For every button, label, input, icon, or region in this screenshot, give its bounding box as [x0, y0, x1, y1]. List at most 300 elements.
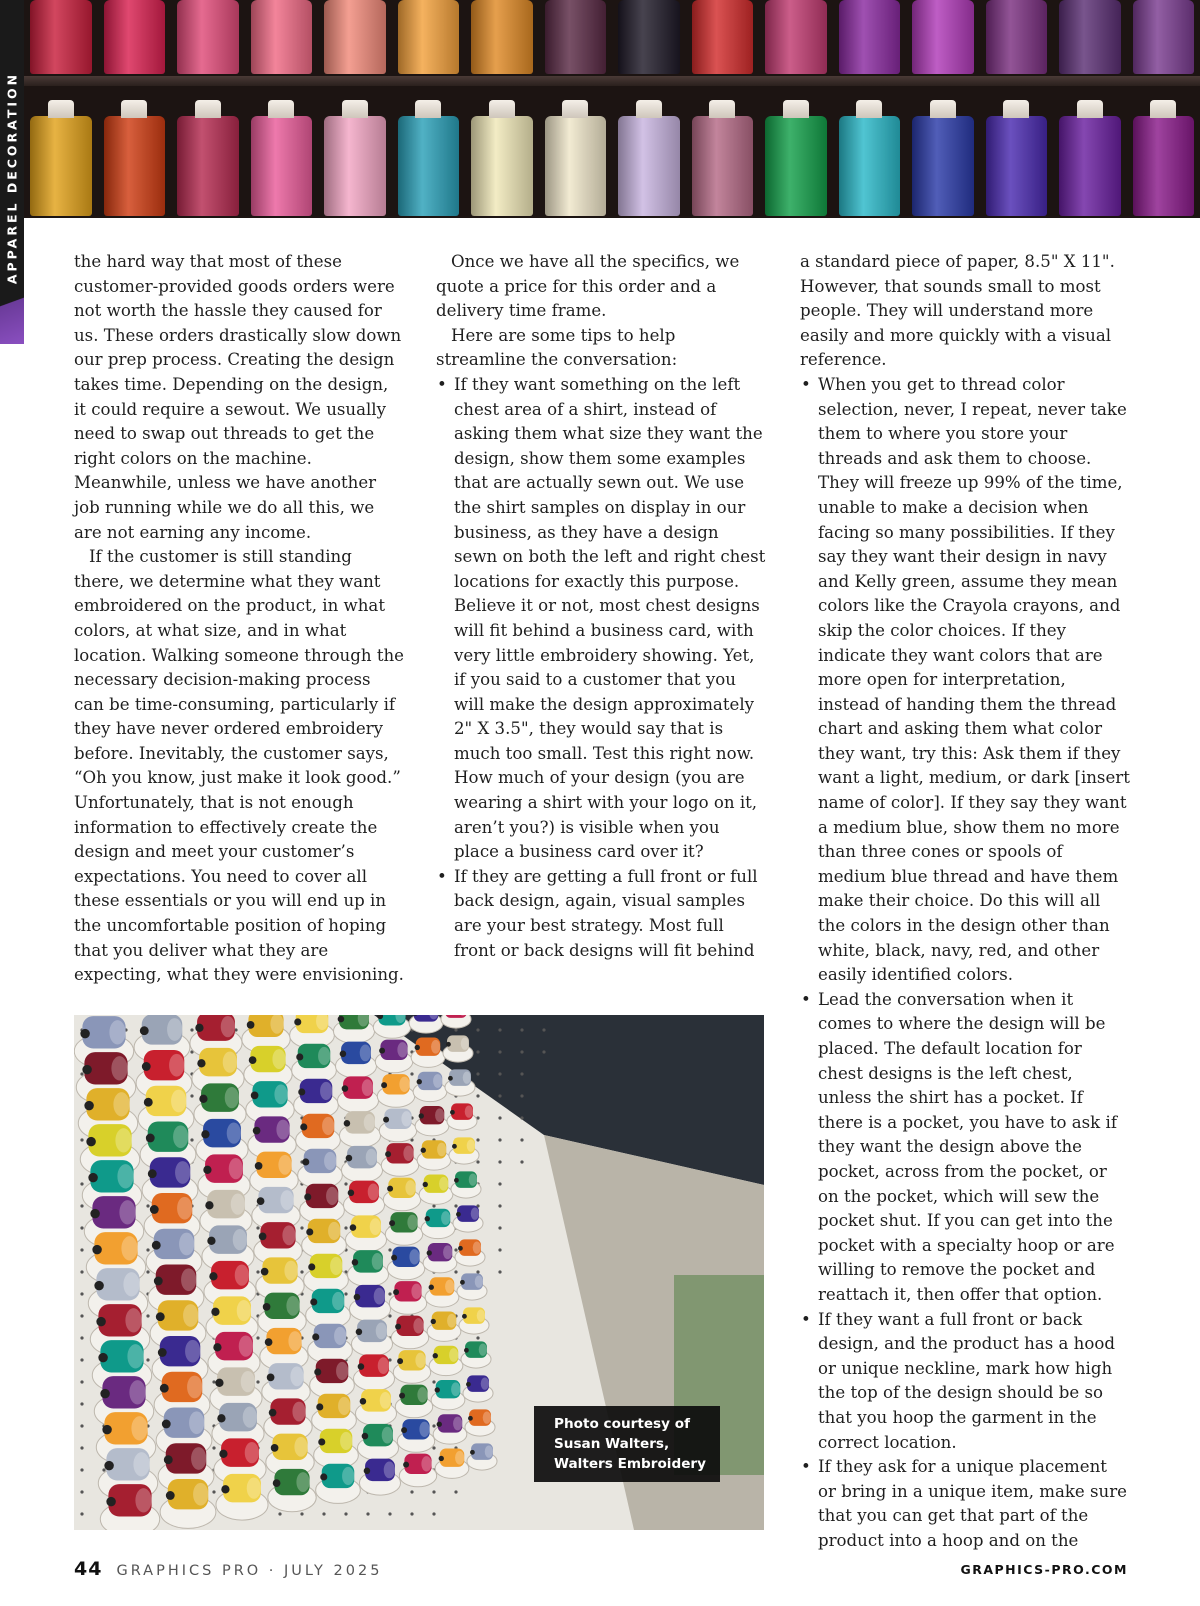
spool-highlight: [326, 1187, 338, 1205]
peg-hole: [300, 1226, 303, 1229]
spool-highlight: [370, 1218, 381, 1235]
spool-hole: [316, 1403, 323, 1410]
peg-hole: [388, 1314, 391, 1317]
spool-hole: [269, 1409, 277, 1417]
spool-highlight: [401, 1111, 411, 1126]
spool-hole: [265, 1338, 273, 1346]
footer-left: [74, 1558, 382, 1580]
spool-highlight: [167, 1018, 182, 1041]
cone-cap: [783, 100, 809, 118]
peg-hole: [476, 1072, 479, 1075]
peg-hole: [344, 1182, 347, 1185]
peg-hole: [80, 1380, 83, 1383]
thread-cone: [324, 116, 386, 216]
peg-hole: [498, 1094, 501, 1097]
spool-highlight: [109, 1020, 125, 1044]
spool-hole: [80, 1029, 89, 1038]
section-spine: [0, 0, 24, 344]
spool-hole: [364, 1468, 371, 1475]
spool-highlight: [286, 1296, 299, 1316]
cone-cap: [48, 100, 74, 118]
peg-hole: [454, 1028, 457, 1031]
spool-highlight: [372, 1253, 383, 1270]
spool-highlight: [443, 1245, 452, 1259]
peg-hole: [146, 1314, 149, 1317]
spool-highlight: [131, 1416, 147, 1440]
peg-hole: [476, 1336, 479, 1339]
thread-cone: [618, 0, 680, 74]
peg-hole: [80, 1072, 83, 1075]
spool-hole: [308, 1263, 315, 1270]
spool-highlight: [127, 1344, 143, 1368]
page-number: 44: [74, 1558, 103, 1580]
spool-hole: [344, 1120, 351, 1127]
spool-hole: [219, 1450, 227, 1458]
spool-hole: [385, 1151, 391, 1157]
spool-hole: [294, 1018, 301, 1025]
tip-item: • If they want something on the left chest area of a shirt, instead of asking them what size they want the design, show them some examples that are actually sewn out. We use the shirt samples on display in our business, as they have a design sewn on both the left and right chest locations for exactly this purpose. Believe it or not, most chest designs will fit behind a business card, with very little embroidery showing. Yet, if you said to a customer that you will make the design approximately 2" X 3.5", they would say that is much too small. Test this right now. How much of your design (you are wearing a shirt with your logo on it, aren’t you?) is visible when you place a business card over it?: [436, 373, 766, 865]
spool-highlight: [284, 1261, 297, 1281]
spool-hole: [162, 1420, 171, 1429]
spool-hole: [257, 1197, 265, 1205]
cone-cap: [1077, 100, 1103, 118]
spool-hole: [460, 1280, 465, 1285]
peg-hole: [256, 1226, 259, 1229]
peg-hole: [80, 1292, 83, 1295]
spool-hole: [90, 1209, 99, 1218]
spool-highlight: [485, 1445, 493, 1457]
thread-cone: [912, 0, 974, 74]
caption-line: Walters Embroidery: [554, 1456, 706, 1472]
spool-hole: [379, 1048, 385, 1054]
spool-highlight: [111, 1056, 127, 1080]
peg-hole: [344, 1512, 347, 1515]
spool-highlight: [479, 1343, 487, 1355]
spine-accent: [0, 286, 24, 344]
peg-hole: [212, 1490, 215, 1493]
peg-hole: [102, 1468, 105, 1471]
peg-hole: [344, 1226, 347, 1229]
spool-highlight: [187, 1376, 202, 1399]
peg-hole: [300, 1270, 303, 1273]
paragraph: a standard piece of paper, 8.5" X 11". However, that sounds small to most people. They will understand more easily and more quickly with a visual reference.: [800, 252, 1115, 370]
peg-hole: [432, 1380, 435, 1383]
peg-hole: [476, 1050, 479, 1053]
paragraph: Once we have all the specifics, we quote a price for this order and a delivery time frame.: [436, 252, 740, 321]
spool-hole: [156, 1312, 165, 1321]
spool-highlight: [193, 1483, 208, 1506]
thread-cone: [765, 0, 827, 74]
spool-hole: [88, 1173, 97, 1182]
spool-hole: [300, 1123, 307, 1130]
thread-cone: [471, 116, 533, 216]
spool-hole: [387, 1186, 393, 1192]
spool-highlight: [225, 1087, 239, 1108]
spool-hole: [306, 1228, 313, 1235]
spool-hole: [452, 1144, 457, 1149]
peg-hole: [520, 1050, 523, 1053]
spool-hole: [421, 1148, 426, 1153]
spool-hole: [261, 1268, 269, 1276]
spool-highlight: [322, 1117, 334, 1135]
peg-hole: [498, 1028, 501, 1031]
spool-hole: [304, 1193, 311, 1200]
tips-list: [800, 373, 1130, 1554]
spool-hole: [298, 1088, 305, 1095]
spool-hole: [154, 1277, 163, 1286]
spool-highlight: [177, 1197, 192, 1220]
spool-hole: [164, 1455, 173, 1464]
spool-hole: [148, 1169, 157, 1178]
peg-hole: [432, 1512, 435, 1515]
spool-highlight: [292, 1402, 305, 1422]
peg-hole: [80, 1402, 83, 1405]
spool-hole: [146, 1134, 155, 1143]
spool-hole: [102, 1425, 111, 1434]
tip-item: • Lead the conversation when it comes to where the design will be placed. The default location for chest designs is the left chest, unless the shirt has a pocket. If there is a pocket, you have to ask if they want the design above the pocket, across from the pocket, or on the pocket, which will sew the pocket shut. If you can get into the pocket with a specialty hoop or are willing to remove the pocket and reattach it, then offer that option.: [800, 988, 1130, 1308]
spool-hole: [397, 1358, 403, 1364]
thread-cone: [765, 116, 827, 216]
peg-hole: [388, 1248, 391, 1251]
thread-cone: [986, 0, 1048, 74]
spool-hole: [98, 1353, 107, 1362]
peg-hole: [476, 1138, 479, 1141]
spool-hole: [166, 1491, 175, 1500]
spool-hole: [342, 1085, 349, 1092]
cone-cap: [930, 100, 956, 118]
peg-hole: [498, 1204, 501, 1207]
spool-highlight: [368, 1183, 379, 1200]
peg-hole: [498, 1270, 501, 1273]
spool-highlight: [447, 1314, 456, 1328]
spool-hole: [267, 1374, 275, 1382]
spool-highlight: [123, 1272, 139, 1296]
spool-highlight: [191, 1447, 206, 1470]
paragraph: Here are some tips to help streamline the conversation:: [436, 325, 678, 370]
spool-highlight: [417, 1387, 427, 1402]
peg-hole: [498, 1160, 501, 1163]
spool-hole: [217, 1414, 225, 1422]
spool-highlight: [340, 1432, 352, 1450]
tips-list: [436, 373, 766, 963]
spool-hole: [439, 1456, 444, 1461]
cone-cap: [342, 100, 368, 118]
spool-hole: [468, 1416, 473, 1421]
peg-hole: [454, 1270, 457, 1273]
peg-hole: [278, 1512, 281, 1515]
spool-highlight: [336, 1362, 348, 1380]
spool-highlight: [449, 1348, 458, 1362]
spool-hole: [423, 1182, 428, 1187]
spool-highlight: [179, 1233, 194, 1256]
spool-hole: [419, 1113, 424, 1118]
spool-highlight: [473, 1241, 481, 1253]
spool-highlight: [296, 1472, 309, 1492]
spool-highlight: [421, 1456, 431, 1471]
spool-hole: [320, 1473, 327, 1480]
paragraph: the hard way that most of these customer-provided goods orders were not worth the hassle they caused for us. These orders drastically slow down our prep process. Creating the design takes time. Depending on the design, it could require a sewout. We usually need to swap out threads to get the right colors on the machine. Meanwhile, unless we have another job running while we do all this, we are not earning any income.: [74, 252, 402, 542]
spool-highlight: [338, 1397, 350, 1415]
spool-hole: [312, 1333, 319, 1340]
peg-hole: [256, 1336, 259, 1339]
spool-hole: [302, 1158, 309, 1165]
spool-highlight: [441, 1211, 450, 1225]
spool-hole: [86, 1137, 95, 1146]
peg-hole: [520, 1072, 523, 1075]
spool-hole: [450, 1110, 455, 1115]
spool-highlight: [477, 1309, 485, 1321]
spool-highlight: [374, 1288, 385, 1305]
spool-hole: [104, 1461, 113, 1470]
cone-cap: [709, 100, 735, 118]
spool-highlight: [185, 1340, 200, 1363]
peg-hole: [520, 1116, 523, 1119]
spool-highlight: [241, 1371, 255, 1392]
spool-highlight: [189, 1411, 204, 1434]
spool-highlight: [278, 1155, 291, 1175]
thread-cone: [545, 116, 607, 216]
spool-hole: [271, 1444, 279, 1452]
thread-cone: [839, 116, 901, 216]
spool-hole: [144, 1098, 153, 1107]
spool-highlight: [463, 1071, 471, 1083]
spool-hole: [399, 1393, 405, 1399]
peg-hole: [432, 1446, 435, 1449]
spool-highlight: [175, 1161, 190, 1184]
thread-cone: [398, 0, 460, 74]
spool-highlight: [411, 1284, 421, 1299]
spool-hole: [251, 1092, 259, 1100]
spool-highlight: [342, 1467, 354, 1485]
spool-highlight: [407, 1215, 417, 1230]
peg-hole: [80, 1446, 83, 1449]
spool-highlight: [433, 1074, 442, 1088]
spool-hole: [433, 1353, 438, 1358]
spool-highlight: [415, 1353, 425, 1368]
thread-cone: [839, 0, 901, 74]
peg-hole: [80, 1204, 83, 1207]
peg-hole: [256, 1380, 259, 1383]
cone-cap: [562, 100, 588, 118]
spool-hole: [383, 1117, 389, 1123]
thread-cone: [30, 116, 92, 216]
peg-hole: [476, 1270, 479, 1273]
peg-hole: [190, 1028, 193, 1031]
thread-cone: [1059, 116, 1121, 216]
peg-hole: [432, 1490, 435, 1493]
spool-highlight: [243, 1406, 257, 1427]
spool-highlight: [471, 1207, 479, 1219]
spool-highlight: [328, 1222, 340, 1240]
spool-highlight: [431, 1040, 440, 1054]
thread-cone: [1133, 116, 1195, 216]
spool-hole: [205, 1201, 213, 1209]
spool-highlight: [223, 1051, 237, 1072]
spool-hole: [199, 1095, 207, 1103]
spool-highlight: [288, 1331, 301, 1351]
peg-hole: [388, 1512, 391, 1515]
peg-hole: [498, 1116, 501, 1119]
spool-highlight: [399, 1077, 409, 1092]
spool-highlight: [382, 1427, 393, 1444]
spool-hole: [417, 1079, 422, 1084]
spool-hole: [427, 1250, 432, 1255]
publication-info: GRAPHICS PRO · JULY 2025: [116, 1563, 383, 1579]
spool-hole: [338, 1016, 345, 1023]
cone-cap: [121, 100, 147, 118]
spool-hole: [213, 1343, 221, 1351]
spool-highlight: [245, 1442, 259, 1463]
peg-hole: [80, 1468, 83, 1471]
spool-hole: [84, 1101, 93, 1110]
shelf: [24, 76, 1200, 86]
spool-hole: [462, 1314, 467, 1319]
peg-hole: [146, 1204, 149, 1207]
peg-hole: [498, 1138, 501, 1141]
peg-hole: [454, 1248, 457, 1251]
spool-hole: [314, 1368, 321, 1375]
thread-cone: [912, 116, 974, 216]
thread-cone: [545, 0, 607, 74]
spool-hole: [296, 1053, 303, 1060]
spool-highlight: [332, 1292, 344, 1310]
spool-hole: [152, 1241, 161, 1250]
spool-highlight: [378, 1357, 389, 1374]
peg-hole: [520, 1094, 523, 1097]
thread-cone: [692, 0, 754, 74]
spool-hole: [431, 1319, 436, 1324]
spool-hole: [358, 1363, 365, 1370]
spool-highlight: [318, 1047, 330, 1065]
spool-hole: [381, 1082, 387, 1088]
peg-hole: [498, 1182, 501, 1185]
spool-highlight: [409, 1249, 419, 1264]
cone-cap: [489, 100, 515, 118]
spool-hole: [140, 1026, 149, 1035]
peg-hole: [80, 1358, 83, 1361]
spool-highlight: [135, 1488, 151, 1512]
spool-hole: [464, 1348, 469, 1353]
peg-hole: [80, 1490, 83, 1493]
spool-hole: [94, 1281, 103, 1290]
peg-hole: [388, 1292, 391, 1295]
spool-highlight: [294, 1437, 307, 1457]
spool-hole: [203, 1166, 211, 1174]
spool-hole: [446, 1042, 451, 1047]
spool-hole: [249, 1056, 257, 1064]
peg-hole: [410, 1490, 413, 1493]
spool-hole: [360, 1398, 367, 1405]
spool-hole: [158, 1348, 167, 1357]
peg-hole: [498, 1050, 501, 1053]
spool-hole: [470, 1450, 475, 1455]
spool-hole: [160, 1384, 169, 1393]
peg-hole: [146, 1248, 149, 1251]
tip-item: • If they want a full front or back design, and the product has a hood or unique neckline, mark how high the top of the design should be so that you hoop the garment in the correct location.: [800, 1308, 1130, 1456]
spool-highlight: [272, 1049, 285, 1069]
thread-cone: [1059, 0, 1121, 74]
spool-hole: [454, 1178, 459, 1183]
spool-highlight: [465, 1105, 473, 1117]
spool-hole: [197, 1059, 205, 1067]
spool-highlight: [171, 1090, 186, 1113]
peg-hole: [190, 1138, 193, 1141]
peg-hole: [520, 1028, 523, 1031]
cone-cap: [415, 100, 441, 118]
peg-hole: [432, 1424, 435, 1427]
spool-highlight: [247, 1477, 261, 1498]
thread-cone: [30, 0, 92, 74]
spool-highlight: [233, 1229, 247, 1250]
spool-highlight: [117, 1164, 133, 1188]
spool-hole: [273, 1479, 281, 1487]
spool-highlight: [445, 1280, 454, 1294]
tip-item: • When you get to thread color selection, never, I repeat, never take them to where you store your threads and ask them to choose. They will freeze up 99% of the time, unable to make a decision when facing so many possibilities. If they say they want their design in navy and Kelly green, assume they mean colors like the Crayola crayons, and skip the color choices. If they indicate they want colors that are more open for interpretation, instead of handing them the thread chart and asking them what color they want, try this: Ask them if they want a light, medium, or dark [insert name of color]. If they say they want a medium blue, show them no more than three cones or spools of medium blue thread and have them make their choice. Do this will all the colors in the design other than white, black, navy, red, and other easily identified colors.: [800, 373, 1130, 988]
spool-highlight: [173, 1125, 188, 1148]
peg-hole: [300, 1512, 303, 1515]
spool-hole: [352, 1259, 359, 1266]
spool-highlight: [403, 1146, 413, 1161]
spool-highlight: [362, 1079, 373, 1096]
spool-highlight: [364, 1114, 375, 1131]
spool-highlight: [282, 1225, 295, 1245]
spool-hole: [437, 1422, 442, 1427]
spool-hole: [354, 1294, 361, 1301]
spool-highlight: [467, 1139, 475, 1151]
article-column-2: [436, 250, 766, 963]
spool-highlight: [437, 1143, 446, 1157]
spool-highlight: [380, 1392, 391, 1409]
caption-line: Photo courtesy of: [554, 1416, 690, 1432]
peg-hole: [146, 1270, 149, 1273]
spool-hole: [221, 1485, 229, 1493]
spool-hole: [346, 1155, 353, 1162]
spool-highlight: [451, 1382, 460, 1396]
peg-hole: [190, 1094, 193, 1097]
peg-hole: [476, 1028, 479, 1031]
thread-cone: [104, 116, 166, 216]
spool-highlight: [455, 1451, 464, 1465]
spool-highlight: [376, 1322, 387, 1339]
spool-hole: [389, 1220, 395, 1226]
peg-hole: [80, 1182, 83, 1185]
peg-hole: [542, 1050, 545, 1053]
spool-hole: [247, 1021, 255, 1029]
spool-highlight: [320, 1082, 332, 1100]
peg-hole: [520, 1160, 523, 1163]
spool-highlight: [129, 1380, 145, 1404]
spool-highlight: [461, 1037, 469, 1049]
spool-hole: [456, 1212, 461, 1217]
spool-hole: [356, 1329, 363, 1336]
thread-cone: [618, 116, 680, 216]
thread-cone: [1133, 0, 1195, 74]
cone-cap: [195, 100, 221, 118]
spool-hole: [310, 1298, 317, 1305]
spool-highlight: [274, 1084, 287, 1104]
cone-cap: [1150, 100, 1176, 118]
spool-highlight: [169, 1054, 184, 1077]
spool-highlight: [227, 1122, 241, 1143]
photo-caption: [534, 1406, 720, 1482]
thread-cone: [986, 116, 1048, 216]
spool-hole: [466, 1382, 471, 1387]
section-label: APPAREL DECORATION: [4, 71, 20, 285]
spool-highlight: [119, 1200, 135, 1224]
spool-hole: [209, 1272, 217, 1280]
spool-highlight: [280, 1190, 293, 1210]
spool-hole: [425, 1216, 430, 1221]
